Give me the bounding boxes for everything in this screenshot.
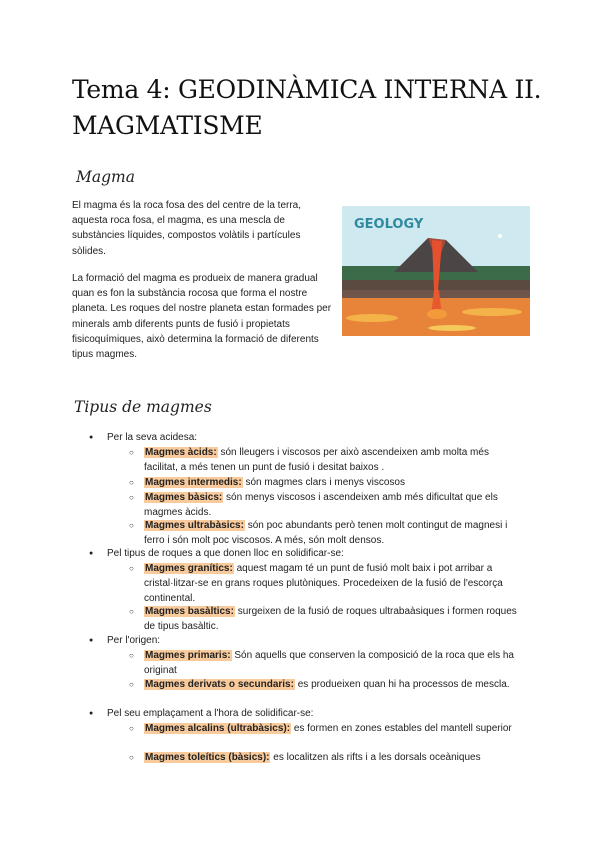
list-item: ○ Magmes granítics: aquest magam té un punt de fusió molt baix i pot arribar a cristal·litzar-se en grans roques plutòniques. Procedeixen de la fusió de l'escorça continental.	[144, 561, 524, 607]
term-highlight: Magmes alcalins (ultrabàsics):	[145, 723, 291, 734]
page-title	[72, 72, 542, 144]
term-highlight: Magmes granítics:	[145, 563, 233, 574]
magma-paragraph-2: La formació del magma es produeix de manera gradual quan es fon la substància rocosa que forma el nostre planeta. Les roques del nostre planeta estan formades per minerals amb diferents punts de fusió i propietats fisicoquímiques, això determina la formació de diferents tipus magmes.	[72, 273, 332, 361]
magma-paragraph-1: El magma és la roca fosa des del centre de la terra, aquesta roca fosa, el magma, es una mescla de substàncies líquides, compostos volàtils i partícules sòlides.	[72, 200, 302, 257]
list-item: ○ Magmes primaris: Són aquells que conserven la composició de la roca que els ha originat	[144, 648, 524, 678]
term-highlight: Magmes derivats o secundaris:	[145, 679, 294, 690]
title-line-1: Tema 4: GEODINÀMICA INTERNA II.	[72, 75, 542, 104]
geology-label: GEOLOGY	[354, 217, 424, 232]
term-highlight: Magmes bàsics:	[145, 492, 223, 503]
term-highlight: Magmes toleítics (bàsics):	[145, 752, 270, 763]
term-highlight: Magmes basàltics:	[145, 606, 234, 617]
term-highlight: Magmes àcids:	[145, 447, 217, 458]
list-item: ○ Magmes bàsics: són menys viscosos i ascendeixen amb més dificultat que els magmes àcids.	[144, 490, 524, 520]
list-item: ○ Magmes àcids: són lleugers i viscosos per això ascendeixen amb molta més facilitat, a més tenen un punt de fusió i desitat baixos .	[144, 445, 524, 475]
list-item: ○ Magmes basàltics: surgeixen de la fusió de roques ultrabaàsiques i formen roques de tipus basàltic.	[144, 604, 524, 634]
list-item: ○ Magmes derivats o secundaris: es produeixen quan hi ha processos de mescla.	[144, 677, 524, 692]
list-item: ● Pel seu emplaçament a l'hora de solidificar-se:	[107, 706, 313, 721]
term-highlight: Magmes intermedis:	[145, 477, 242, 488]
title-line-2: MAGMATISME	[72, 111, 263, 140]
list-item: ● Per la seva acidesa:	[107, 430, 197, 445]
term-highlight: Magmes ultrabàsics:	[145, 520, 244, 531]
list-item: ● Per l'origen:	[107, 633, 160, 648]
section-heading-magma: Magma	[76, 168, 135, 186]
volcano-illustration	[342, 206, 530, 336]
section-heading-tipus: Tipus de magmes	[74, 398, 212, 416]
list-item: ○ Magmes intermedis: són magmes clars i menys viscosos	[144, 475, 524, 490]
list-item: ● Pel tipus de roques a que donen lloc en solidificar-se:	[107, 546, 344, 561]
list-item: ○ Magmes ultrabàsics: són poc abundants però tenen molt contingut de magnesi i ferro i són molt poc viscosos. A més, són molt densos.	[144, 518, 524, 548]
term-highlight: Magmes primaris:	[145, 650, 231, 661]
list-item: ○ Magmes toleítics (bàsics): es localitzen als rifts i a les dorsals oceàniques	[144, 750, 524, 765]
list-item: ○ Magmes alcalins (ultrabàsics): es formen en zones estables del mantell superior	[144, 721, 524, 736]
